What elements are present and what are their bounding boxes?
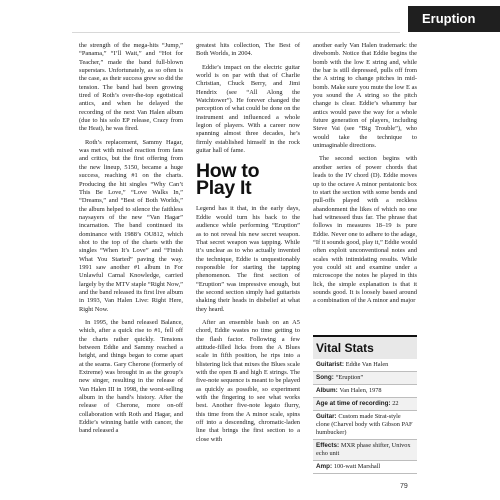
text-column-2 <box>196 42 300 449</box>
paragraph: Roth’s replacement, Sammy Hagar, was met with mixed reaction from fans and critics, but the first offering from the new lineup, 5150, became a huge success, reaching #1 on the charts. Producing the hit singles “Why Can’t This Be Love,” “Love Walks In,” “Dreams,” and “Best of Both Worlds,” the album helped to silence the faithless naysayers of the new “Van Hagar” incarnation. The band continued its dominance with 1988’s OU812, which shot to the top of the charts with the singles “When It’s Love” and “Finish What You Started” paving the way. 1991 saw another #1 album in For Unlawful Carnal Knowledge, carried largely by the MTV staple “Right Now,” and the band released its first live album in 1993, Van Halen Live: Right Here, Right Now. <box>79 138 183 313</box>
paragraph: greatest hits collection, The Best of Both Worlds, in 2004. <box>196 42 300 58</box>
stat-key: Age at time of recording: <box>316 400 391 407</box>
stat-value: 100-watt Marshall <box>333 463 381 470</box>
stat-row-age <box>313 398 417 411</box>
stat-value: Eddie Van Halen <box>345 361 389 368</box>
paragraph: In 1995, the band released Balance, which, after a quick rise to #1, fell off the charts rather quickly. Tensions between Eddie and Sammy reached a height, and things began to come apart at the seams. Gary Cherone (formerly of Extreme) was brought in as the group’s new singer, resulting in the release of Van Halen III in 1998, the worst-selling album in the band’s history. After the release of Cherone, more on-off collaboration with Roth and Hagar, and Eddie’s winning battle with cancer, the band released a <box>79 319 183 435</box>
stat-value: Van Halen, 1978 <box>339 387 382 394</box>
stat-key: Guitarist: <box>316 361 344 368</box>
page-number: 79 <box>400 483 408 490</box>
stat-row-amp <box>313 461 417 474</box>
paragraph: Eddie’s impact on the electric guitar world is on par with that of Charlie Christian, Chuck Berry, and Jimi Hendrix (see “All Along the Watchtower”). He forever changed the perception of what could be done on the instrument and influenced a whole legion of players. With a career now spanning almost three decades, he’s firmly established himself in the rock guitar hall of fame. <box>196 63 300 155</box>
stat-row-effects <box>313 440 417 461</box>
stat-key: Album: <box>316 387 338 394</box>
section-heading: How to Play It <box>196 160 260 200</box>
header-rule <box>72 32 400 33</box>
paragraph: another early Van Halen trademark: the divebomb. Notice that Eddie begins the bomb with the low E string and, while the bar is still depressed, pulls off from the A string to change pitches in mid-bomb. Make sure you mute the low E as you sound the A string so the pitch change is clear. Eddie’s whammy bar antics would pave the way for a whole future generation of players, including Steve Vai (see “Big Trouble”), who would take the technique to unimaginable directions. <box>313 42 417 150</box>
stat-value: 22 <box>392 400 399 407</box>
paragraph: The second section begins with another series of power chords that leads to the IV chord (D). Eddie moves up to the octave A minor pentatonic box to start the section with some bends and pull-offs played with a reckless abandonment the likes of which no one had witnessed thus far. The phrase that follows in measures 18–19 is pure Eddie. Never one to adhere to the adage, “If it sounds good, play it,” Eddie would often exploit unconventional notes and scales with intimidating results. While you could sit and examine under a microscope the notes he played in this lick, the simple explanation is that it sounds good. It is loosely based around a combination of the A minor and major <box>313 155 417 305</box>
chapter-title: Eruption <box>408 6 500 32</box>
stat-key: Effects: <box>316 442 340 449</box>
stat-row-album <box>313 385 417 398</box>
stat-key: Guitar: <box>316 413 337 420</box>
stat-key: Amp: <box>316 463 333 470</box>
stat-row-guitar <box>313 411 417 440</box>
stat-value: MXR phase shifter, Univox echo unit <box>316 442 411 457</box>
paragraph: the strength of the mega-hits “Jump,” “Panama,” “I’ll Wait,” and “Hot for Teacher,” made the band full-blown superstars. Unfortunately, as so often is the case, as their success grew so did the tension. The band had been growing tired of Roth’s over-the-top egotistical antics, and when he delayed the recording of the next Van Halen album (due to his solo EP release, Crazy from the Heat), he was fired. <box>79 42 183 133</box>
stat-row-guitarist <box>313 359 417 372</box>
text-column-1 <box>79 42 183 441</box>
paragraph: Legend has it that, in the early days, Eddie would turn his back to the audience while performing “Eruption” as to not reveal his new secret weapon. That secret weapon was tapping. While it’s unclear as to who actually invented the technique, Eddie is unquestionably responsible for starting the tapping phenomenon. The first section of “Eruption” was impressive enough, but the second section simply had guitarists shaking their heads in disbelief at what they heard. <box>196 205 300 313</box>
vital-stats-box <box>313 335 417 474</box>
stat-row-song <box>313 372 417 385</box>
stat-key: Song: <box>316 374 334 381</box>
stat-value: “Eruption” <box>335 374 364 381</box>
page-header <box>0 0 500 40</box>
stat-value: Custom made Strat-style clone (Charvel body with Gibson PAF humbucker) <box>316 413 413 436</box>
text-column-3 <box>313 42 417 311</box>
paragraph: After an ensemble bash on an A5 chord, Eddie wastes no time getting to the flash factor. Following a few attitude-filled licks from the A Blues scale in fifth position, he rips into a blistering lick that mixes the Blues scale with the open B and high E strings. The five-note sequence is meant to be played as quickly as possible, so experiment with the fingering to see what works best. Another five-note legato flurry, this time from the A minor scale, spins off into a descending, chromatic-laden line that brings the first section to a close with <box>196 318 300 443</box>
vital-stats-title: Vital Stats <box>313 337 417 359</box>
